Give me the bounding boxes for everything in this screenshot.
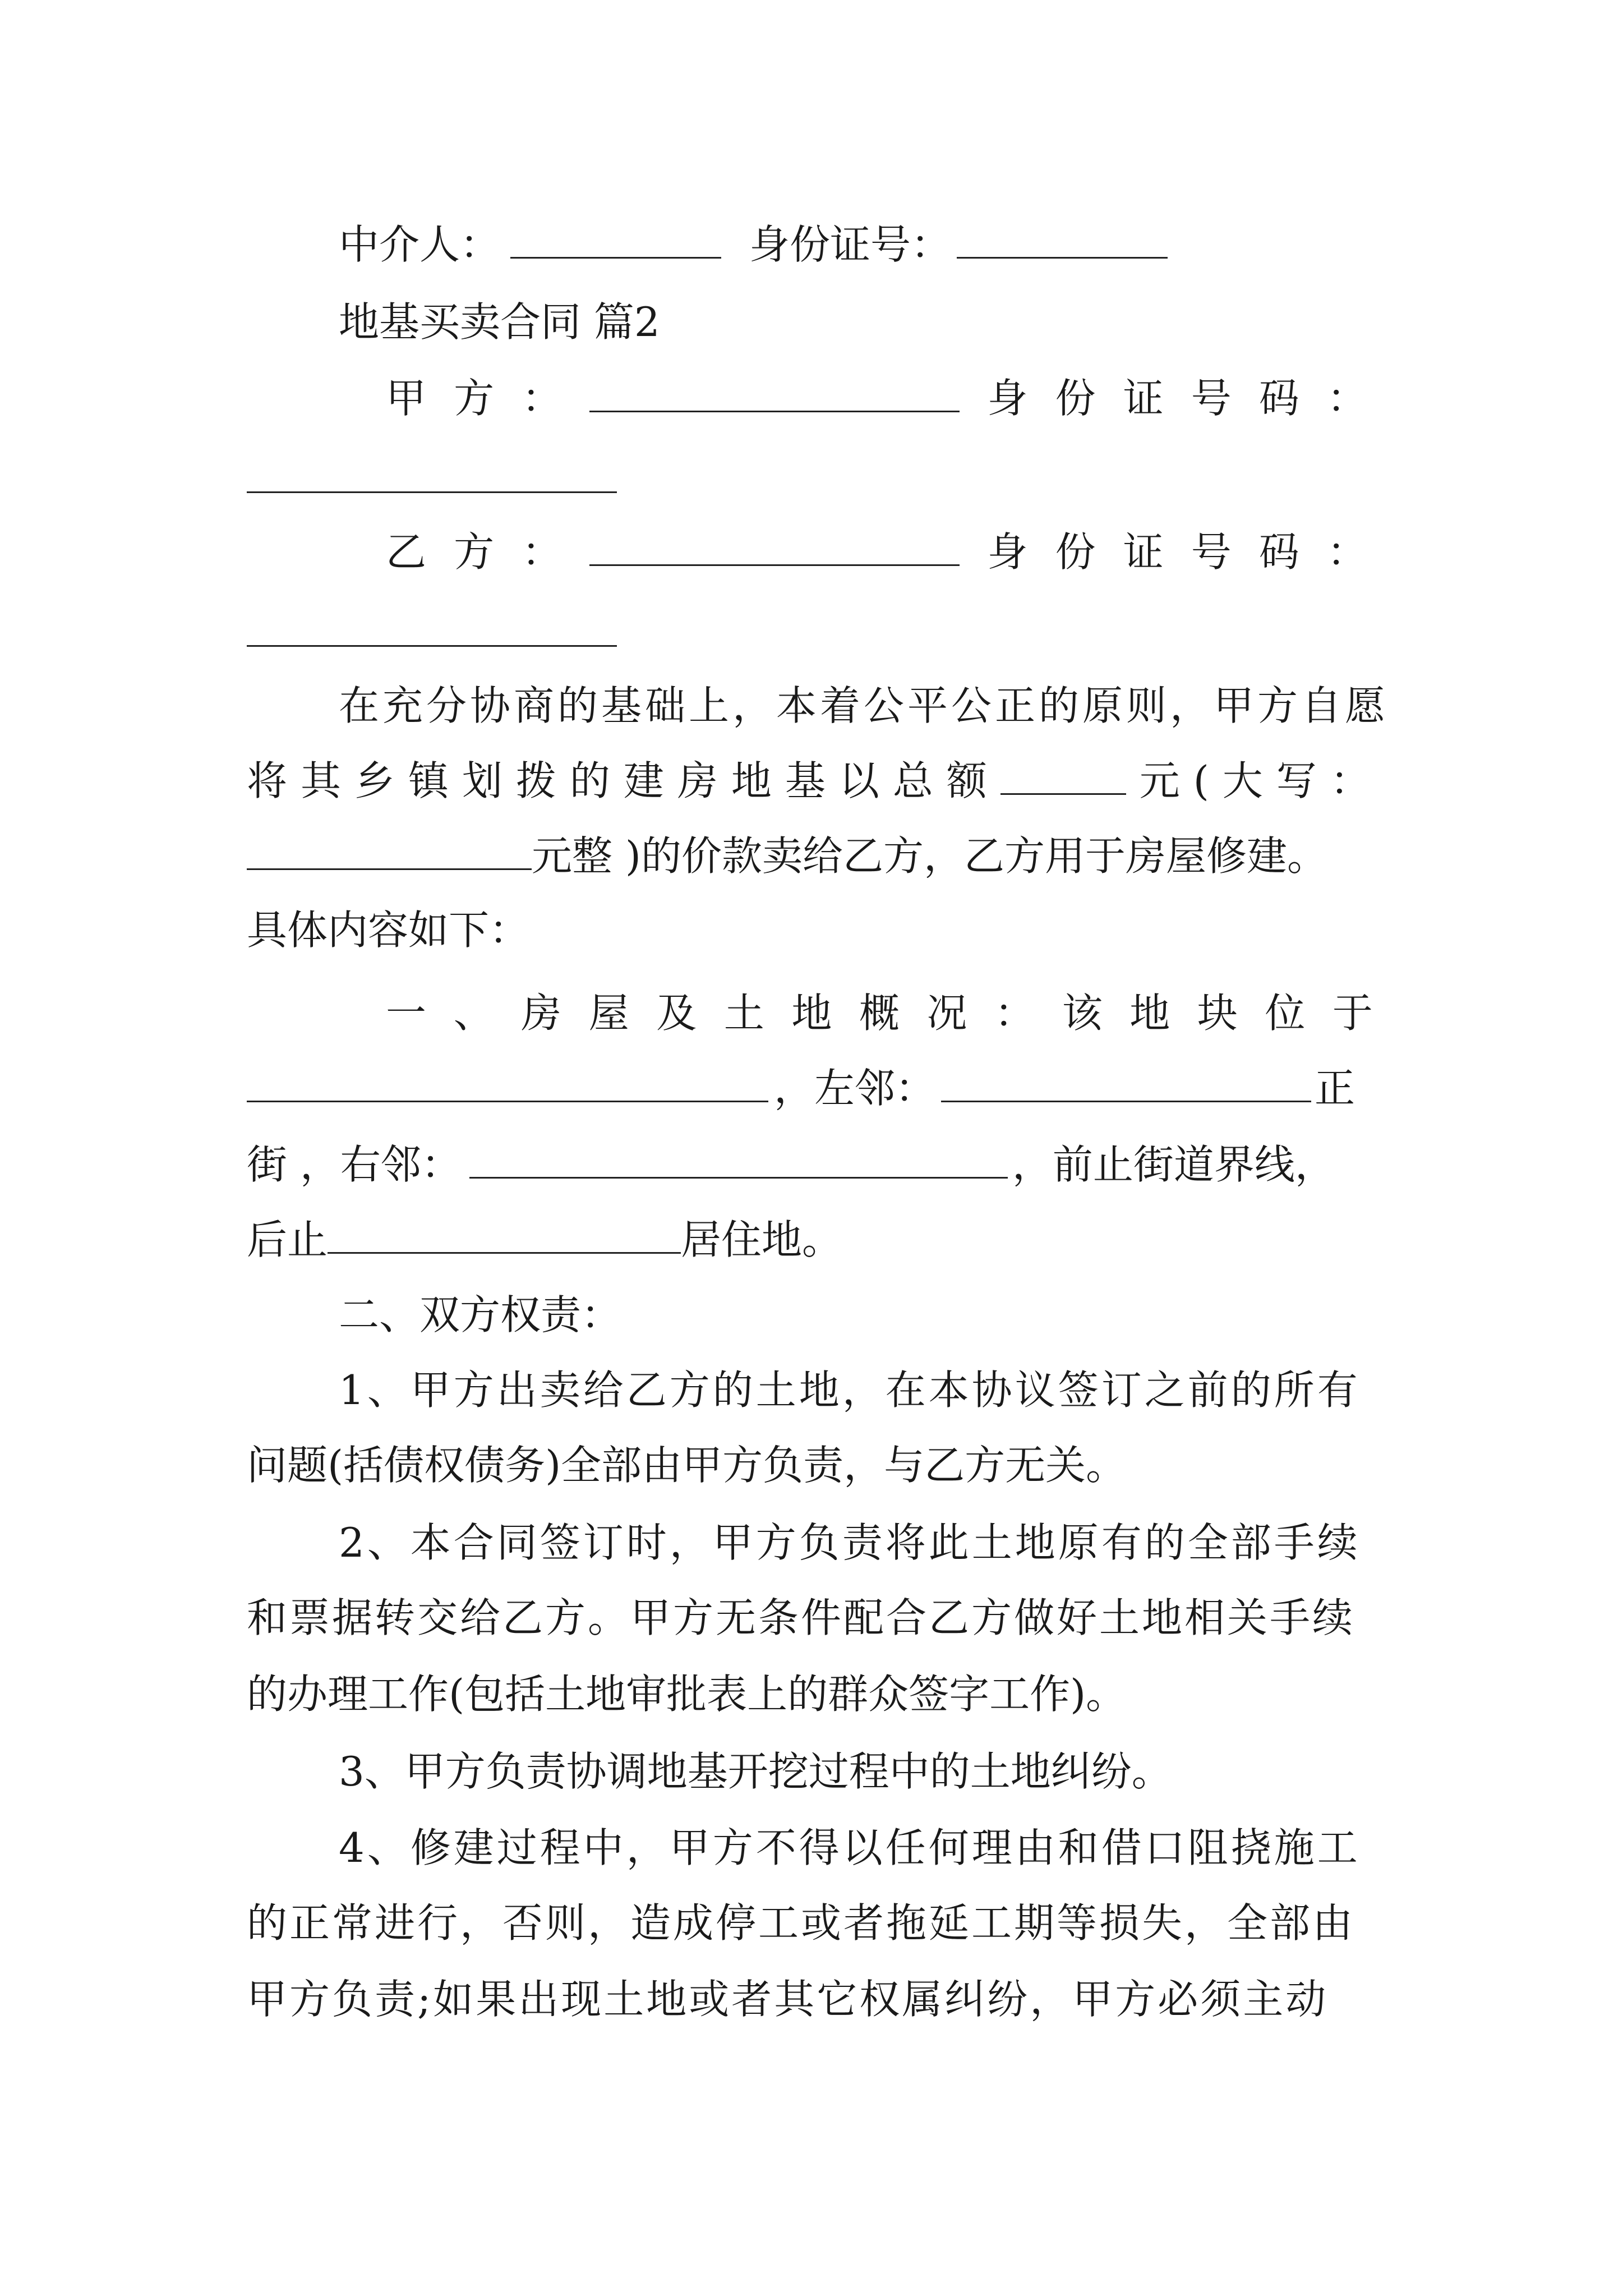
party-a-label-char: ： — [522, 375, 562, 422]
intro-char: 写 — [1276, 757, 1317, 804]
party-b-label-char: 方 — [454, 528, 495, 576]
section1-char: 该 — [1062, 990, 1103, 1037]
section2-item-line: 的正常进行，否则，造成停工或者拖延工期等损失，全部由 — [247, 1899, 1355, 1947]
party-a-id-field[interactable] — [247, 491, 617, 493]
intermediary-id-label: 身份证号： — [749, 221, 952, 268]
party-b-label-char: ： — [522, 528, 562, 576]
party-a-name-field[interactable] — [589, 375, 960, 412]
party-b-id-label-char: 号 — [1191, 528, 1232, 576]
party-b-line — [386, 524, 1367, 580]
section2-item-line: 1、甲方出卖给乙方的土地，在本协议签订之前的所有 — [339, 1366, 1361, 1414]
intro-char: ： — [1330, 757, 1371, 804]
party-a-id-label-char: 证 — [1123, 375, 1164, 422]
intro-char: 房 — [677, 757, 718, 804]
party-b-id-label-char: ： — [1326, 528, 1367, 576]
front-boundary-text: ，前止街道界线， — [1012, 1141, 1335, 1188]
right-neighbor-field[interactable] — [469, 1141, 1008, 1179]
section1-char: 土 — [723, 990, 764, 1037]
intro-char: 拨 — [515, 757, 556, 804]
section-title: 地基买卖合同 篇2 — [339, 298, 660, 346]
section1-char: 及 — [656, 990, 697, 1037]
intro-char: 的 — [569, 757, 610, 804]
party-a-id-label-char: 份 — [1055, 375, 1096, 422]
intro-char: 地 — [731, 757, 772, 804]
section1-char: 地 — [791, 990, 832, 1037]
party-a-label-char: 甲 — [386, 375, 427, 422]
section2-item-line: 和票据转交给乙方。甲方无条件配合乙方做好土地相关手续 — [247, 1594, 1355, 1641]
section1-char: 位 — [1265, 990, 1306, 1037]
right-neighbor-label: 街 ，右邻： — [247, 1141, 462, 1188]
section1-char: 屋 — [588, 990, 629, 1037]
rear-boundary-end: 居住地。 — [681, 1216, 843, 1263]
intermediary-id-field[interactable] — [957, 221, 1168, 259]
party-b-label-char: 乙 — [386, 528, 427, 576]
intro-char: 元 — [1139, 757, 1180, 804]
section1-line — [386, 985, 1373, 1041]
rear-boundary-label: 后止 — [247, 1216, 328, 1263]
party-a-id-label-char: 号 — [1191, 375, 1232, 422]
party-a-id-label-char: ： — [1326, 375, 1367, 422]
intro-char: 乡 — [354, 757, 395, 804]
intro-char: 将 — [247, 757, 288, 804]
left-neighbor-field[interactable] — [941, 1065, 1311, 1102]
section1-line — [247, 1137, 1335, 1193]
section1-char: ： — [994, 990, 1035, 1037]
party-a-line — [386, 370, 1367, 426]
section1-char: 、 — [453, 990, 494, 1037]
intro-char: 划 — [462, 757, 502, 804]
party-b-id-field[interactable] — [247, 645, 617, 647]
party-b-id-label-char: 身 — [987, 528, 1028, 576]
intro-line3-text: 元整 )的价款卖给乙方，乙方用于房屋修建。 — [532, 832, 1327, 880]
section1-line — [247, 1060, 1355, 1116]
section1-char: 块 — [1197, 990, 1238, 1037]
intro-line — [247, 828, 1327, 884]
section2-item-line: 甲方负责;如果出现土地或者其它权属纠纷，甲方必须主动 — [247, 1976, 1329, 2023]
party-b-id-label-char: 份 — [1055, 528, 1096, 576]
intro-line: 具体内容如下： — [247, 907, 530, 954]
section2-item-line: 的办理工作(包括土地审批表上的群众签字工作)。 — [247, 1671, 1127, 1718]
intro-char: 大 — [1222, 757, 1263, 804]
section2-item-line: 3、甲方负责协调地基开挖过程中的土地纠纷。 — [339, 1748, 1172, 1795]
intro-char: ( — [1193, 757, 1209, 804]
section2-item-line: 2、本合同签订时，甲方负责将此土地原有的全部手续 — [339, 1519, 1361, 1566]
section1-line — [247, 1212, 842, 1268]
section1-line2-end: 正 — [1315, 1065, 1355, 1112]
section2-item-line: 4、修建过程中，甲方不得以任何理由和借口阻挠施工 — [339, 1824, 1361, 1871]
section2-item-line: 问题(括债权债务)全部由甲方负责，与乙方无关。 — [247, 1442, 1127, 1489]
location-field[interactable] — [247, 1065, 768, 1102]
total-amount-field[interactable] — [1000, 757, 1126, 795]
section1-char: 于 — [1332, 990, 1373, 1037]
intro-char: 额 — [946, 757, 987, 804]
intermediary-line — [339, 217, 1168, 273]
amount-in-words-field[interactable] — [247, 832, 532, 870]
section2-heading: 二、双方权责： — [339, 1291, 622, 1338]
left-neighbor-label: ，左邻： — [774, 1065, 936, 1112]
intro-char: 总 — [892, 757, 933, 804]
intro-char: 建 — [623, 757, 664, 804]
intro-char: 其 — [300, 757, 341, 804]
party-a-id-label-char: 身 — [987, 375, 1028, 422]
intro-char: 镇 — [408, 757, 449, 804]
section1-char: 况 — [926, 990, 967, 1037]
party-b-id-label-char: 证 — [1123, 528, 1164, 576]
section1-char: 概 — [859, 990, 900, 1037]
section1-char: 地 — [1129, 990, 1170, 1037]
intermediary-label: 中介人： — [339, 221, 501, 268]
party-b-name-field[interactable] — [589, 528, 960, 566]
intro-line: 在充分协商的基础上，本着公平公正的原则，甲方自愿 — [339, 682, 1389, 729]
intro-line — [247, 753, 1371, 809]
intro-char: 基 — [785, 757, 826, 804]
party-b-id-label-char: 码 — [1258, 528, 1299, 576]
section1-char: 一 — [386, 990, 427, 1037]
rear-boundary-field[interactable] — [328, 1216, 681, 1254]
intro-char: 以 — [838, 757, 879, 804]
intermediary-name-field[interactable] — [510, 221, 721, 259]
section1-char: 房 — [521, 990, 562, 1037]
party-a-label-char: 方 — [454, 375, 495, 422]
party-a-id-label-char: 码 — [1258, 375, 1299, 422]
